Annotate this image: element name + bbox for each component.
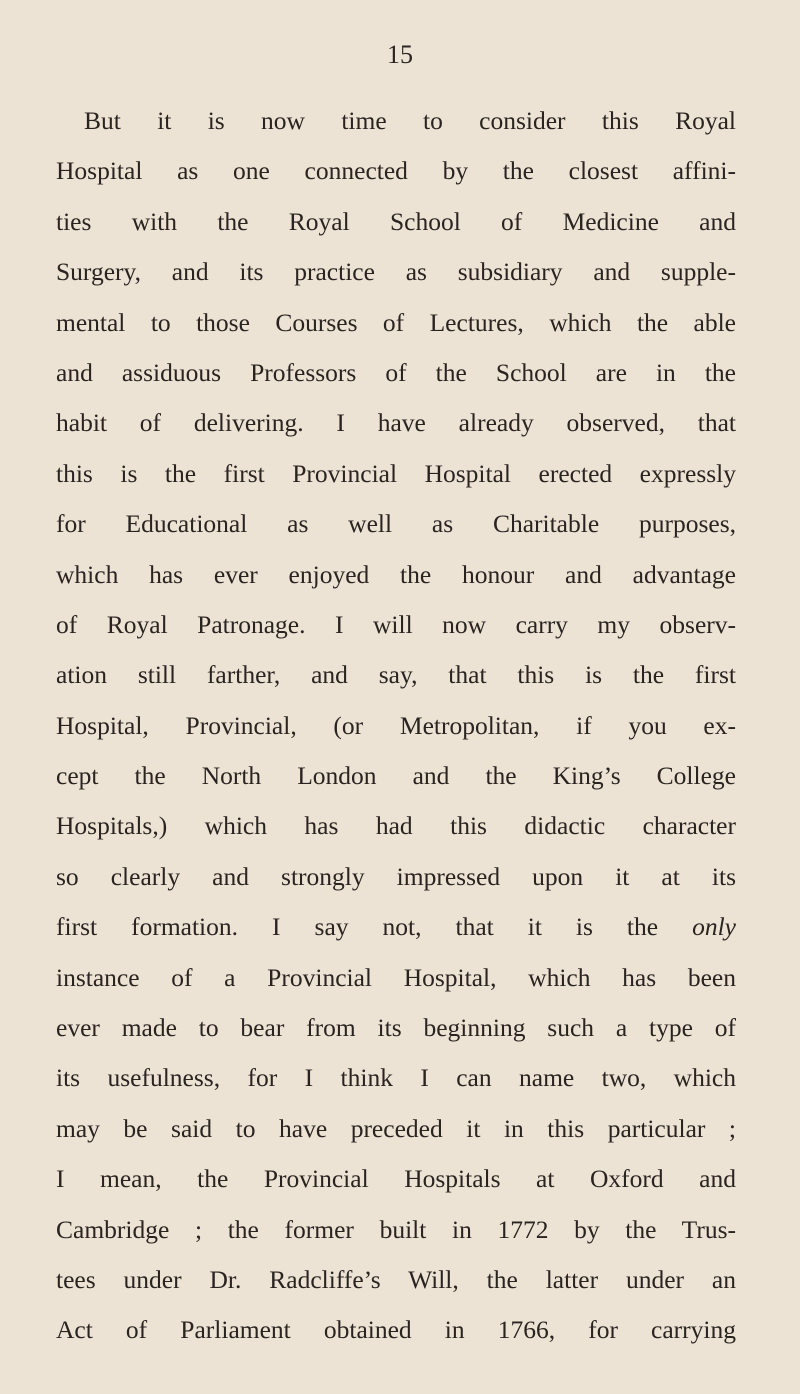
- text-line: Hospital, Provincial, (or Metropolitan, if you ex-: [56, 710, 736, 740]
- text-line: for Educational as well as Charitable purposes,: [56, 509, 736, 539]
- text-line: I mean, the Provincial Hospitals at Oxford and: [56, 1164, 736, 1194]
- text-line: habit of delivering. I have already observed, that: [56, 408, 736, 438]
- text-line: first formation. I say not, that it is the only: [56, 912, 736, 942]
- text-line: Surgery, and its practice as subsidiary and supple-: [56, 257, 736, 287]
- text-line: ties with the Royal School of Medicine and: [56, 206, 736, 236]
- text-line: Cambridge ; the former built in 1772 by the Trus-: [56, 1214, 736, 1244]
- text-line: tees under Dr. Radcliffe’s Will, the latter under an: [56, 1264, 736, 1294]
- text-line: Hospitals,) which has had this didactic character: [56, 811, 736, 841]
- text-line: of Royal Patronage. I will now carry my observ-: [56, 609, 736, 639]
- text-line: so clearly and strongly impressed upon it at its: [56, 861, 736, 891]
- page-number: 15: [387, 40, 413, 69]
- text-line: may be said to have preceded it in this particular ;: [56, 1113, 736, 1143]
- text-line: mental to those Courses of Lectures, which the able: [56, 307, 736, 337]
- text-line: instance of a Provincial Hospital, which has been: [56, 962, 736, 992]
- text-line: ever made to bear from its beginning such a type of: [56, 1013, 736, 1043]
- text-line: and assiduous Professors of the School are in the: [56, 357, 736, 387]
- text-line: But it is now time to consider this Royal: [84, 106, 736, 135]
- text-line: which has ever enjoyed the honour and advantage: [56, 559, 736, 589]
- text-line: this is the first Provincial Hospital erected expressly: [56, 458, 736, 488]
- body-text: [56, 96, 736, 1356]
- text-line: ation still farther, and say, that this is the first: [56, 660, 736, 690]
- text-line: Hospital as one connected by the closest affini-: [56, 156, 736, 186]
- text-line: Act of Parliament obtained in 1766, for carrying: [56, 1315, 736, 1345]
- text-line: cept the North London and the King’s College: [56, 761, 736, 791]
- text-line: its usefulness, for I think I can name two, which: [56, 1063, 736, 1093]
